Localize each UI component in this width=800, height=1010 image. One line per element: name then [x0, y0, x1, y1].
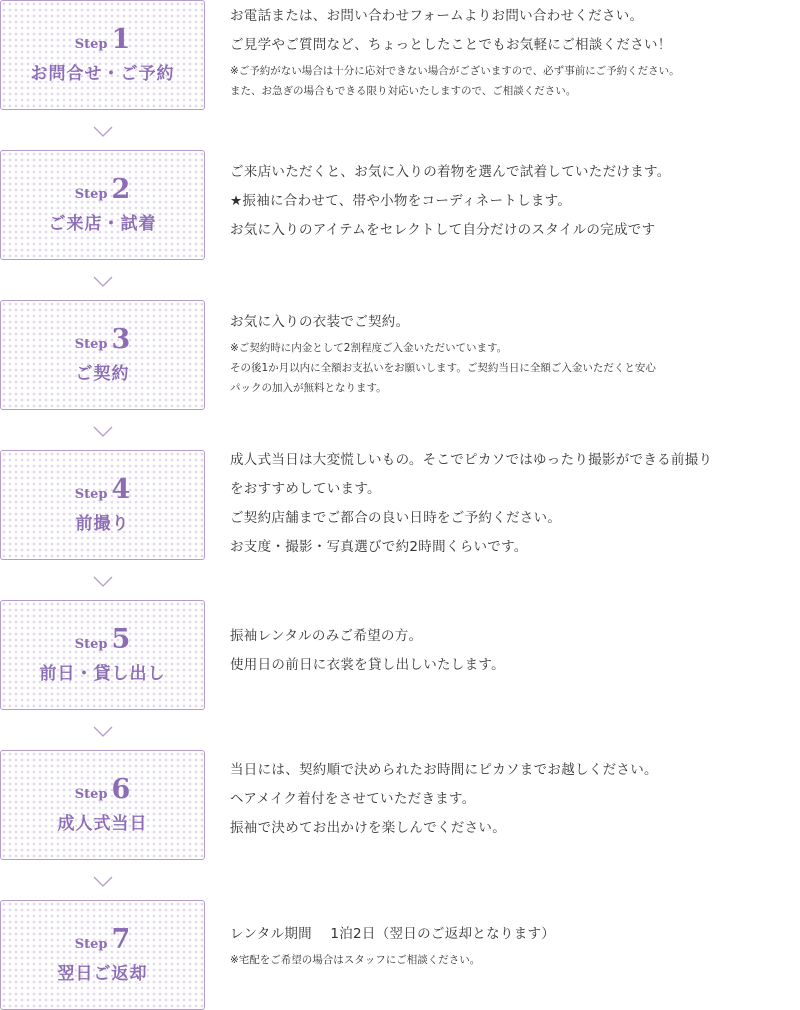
step-heading — [75, 926, 131, 953]
chevron-down-icon — [93, 575, 113, 589]
description-line: お電話または、お問い合わせフォームよりお問い合わせください。 — [230, 8, 644, 24]
step-title: ご契約 — [75, 364, 130, 384]
description-note: また、お急ぎの場合もできる限り対応いたしますので、ご相談ください。 — [230, 85, 577, 97]
chevron-down-icon — [93, 425, 113, 439]
step-word: Step — [74, 787, 108, 802]
step-row — [0, 150, 800, 260]
step-title: ご来店・試着 — [48, 214, 157, 234]
step-description — [230, 158, 800, 245]
step-word: Step — [74, 637, 108, 652]
step-description — [230, 308, 800, 397]
description-line: レンタル期間 1泊2日（翌日のご返却となります） — [230, 926, 556, 942]
step-box — [0, 150, 205, 260]
chevron-down-icon — [93, 725, 113, 739]
chevron-down-icon — [93, 724, 113, 738]
chevron-down-icon — [93, 274, 113, 288]
description-note: ※ご契約時に内金として2割程度ご入金いただいています。 — [230, 342, 508, 354]
description-line: 振袖で決めてお出かけを楽しんでください。 — [230, 820, 506, 836]
step-heading — [75, 326, 131, 353]
step-row — [0, 750, 800, 860]
step-heading — [75, 776, 131, 803]
step-row — [0, 300, 800, 410]
chevron-down-icon — [93, 875, 113, 889]
step-box — [0, 450, 205, 560]
chevron-down-icon — [93, 124, 113, 138]
step-title: 翌日ご返却 — [57, 964, 148, 984]
step-box — [0, 0, 205, 110]
step-description — [230, 622, 800, 680]
description-note: ※宅配をご希望の場合はスタッフにご相談ください。 — [230, 954, 481, 966]
step-box — [0, 750, 205, 860]
step-word: Step — [74, 187, 108, 202]
step-number: 7 — [111, 924, 131, 955]
chevron-down-icon — [93, 424, 113, 438]
step-heading — [75, 476, 131, 503]
step-heading — [75, 26, 131, 53]
step-row — [0, 600, 800, 710]
step-box — [0, 600, 205, 710]
description-note: ※ご予約がない場合は十分に応対できない場合がございますので、必ず事前にご予約ください。 — [230, 65, 680, 77]
step-number: 3 — [111, 324, 131, 355]
step-title: 成人式当日 — [57, 814, 148, 834]
step-word: Step — [74, 937, 108, 952]
description-line: ご来店いただくと、お気に入りの着物を選んで試着していただけます。 — [230, 164, 671, 180]
step-number: 4 — [111, 474, 131, 505]
description-line: お気に入りのアイテムをセレクトして自分だけのスタイルの完成です — [230, 222, 656, 238]
description-line: をおすすめしています。 — [230, 481, 381, 497]
step-number: 2 — [111, 174, 131, 205]
description-line: ご見学やご質問など、ちょっとしたことでもお気軽にご相談ください！ — [230, 37, 672, 53]
description-line: お気に入りの衣装でご契約。 — [230, 314, 410, 330]
description-note: パックの加入が無料となります。 — [230, 382, 387, 394]
step-heading — [75, 176, 131, 203]
description-line: 振袖レンタルのみご希望の方。 — [230, 628, 423, 644]
step-row — [0, 450, 800, 560]
step-box — [0, 900, 205, 1010]
description-line: 成人式当日は大変慌しいもの。そこでピカソではゆったり撮影ができる前撮り — [230, 452, 713, 468]
step-title: 前撮り — [75, 514, 130, 534]
step-number: 1 — [111, 24, 131, 55]
description-line: お支度・撮影・写真選びで約2時間くらいです。 — [230, 539, 528, 555]
chevron-down-icon — [93, 125, 113, 139]
step-word: Step — [74, 337, 108, 352]
description-note: その後1か月以内に全額お支払いをお願いします。ご契約当日に全額ご入金いただくと安心 — [230, 362, 656, 374]
description-line: ご契約店舗までご都合の良い日時をご予約ください。 — [230, 510, 562, 526]
step-word: Step — [74, 37, 108, 52]
step-description — [230, 2, 800, 100]
step-number: 6 — [111, 774, 131, 805]
step-title: 前日・貸し出し — [39, 664, 166, 684]
step-number: 5 — [111, 624, 131, 655]
step-row — [0, 900, 800, 1010]
step-word: Step — [74, 487, 108, 502]
step-description — [230, 446, 800, 562]
chevron-down-icon — [93, 874, 113, 888]
step-row — [0, 0, 800, 110]
step-description — [230, 756, 800, 843]
step-box — [0, 300, 205, 410]
step-description — [230, 920, 800, 969]
description-line: ★振袖に合わせて、帯や小物をコーディネートします。 — [230, 193, 572, 209]
step-title: お問合せ・ご予約 — [30, 64, 175, 84]
description-line: ヘアメイク着付をさせていただきます。 — [230, 791, 476, 807]
description-line: 当日には、契約順で決められたお時間にピカソまでお越しください。 — [230, 762, 658, 778]
chevron-down-icon — [93, 275, 113, 289]
chevron-down-icon — [93, 574, 113, 588]
step-heading — [75, 626, 131, 653]
description-line: 使用日の前日に衣裳を貸し出しいたします。 — [230, 657, 505, 673]
